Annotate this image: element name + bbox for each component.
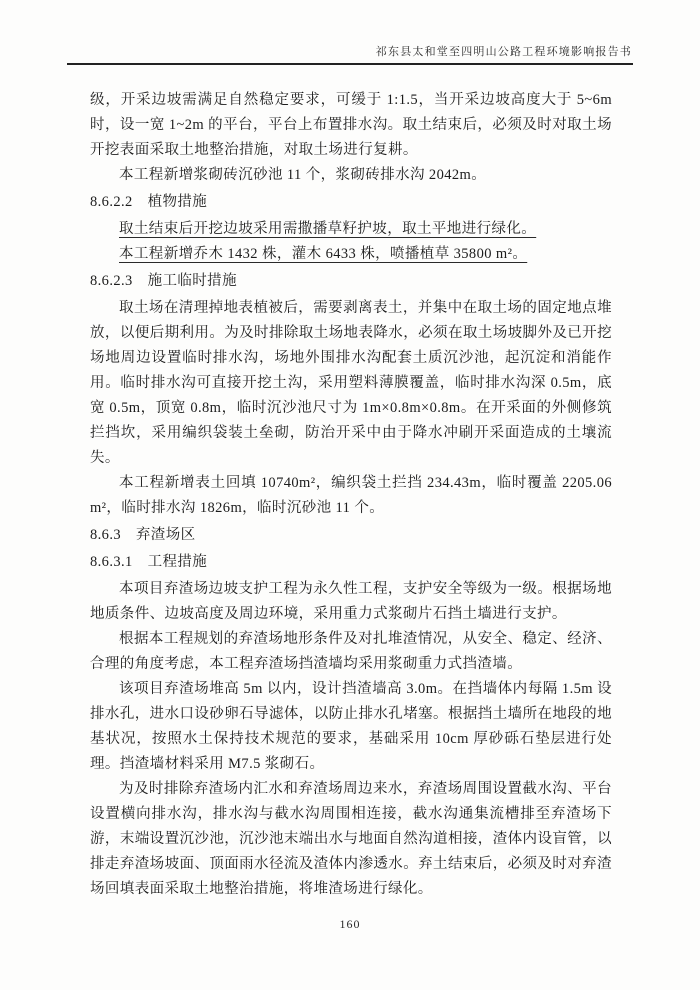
section-heading-8-6-2-2: 8.6.2.2 植物措施 bbox=[90, 194, 208, 210]
section-heading-8-6-3-1: 8.6.3.1 工程措施 bbox=[90, 554, 208, 570]
section-heading-8-6-2-3: 8.6.2.3 施工临时措施 bbox=[90, 273, 237, 289]
paragraph: 本工程新增表土回填 10740m²，编织袋土拦挡 234.43m，临时覆盖 2205.06 m²，临时排水沟 1826m，临时沉砂池 11 个。 bbox=[90, 475, 612, 516]
paragraph: 为及时排除弃渣场内汇水和弃渣场周边来水，弃渣场周围设置截水沟、平台设置横向排水沟，排水沟与截水沟周围相连接，截水沟通集流槽排至弃渣场下游，末端设置沉沙池，沉沙池末端出水与地面自然沟道相接，渣体内设盲管，以排走弃渣场坡面、顶面雨水径流及渣体内渗透水。弃土结束后，必须及时对弃渣场回填表面采取土地整治措施，将堆渣场进行绿化。 bbox=[90, 781, 612, 897]
section-heading-8-6-3: 8.6.3 弃渣场区 bbox=[90, 527, 196, 543]
paragraph: 取土场在清理掉地表植被后，需要剥离表土，并集中在取土场的固定地点堆放，以便后期利用。为及时排除取土场地表降水，必须在取土场坡脚外及已开挖场地周边设置临时排水沟，场地外围排水沟配套土质沉沙池，起沉淀和消能作用。临时排水沟可直接开挖土沟，采用塑料薄膜覆盖，临时排水沟深 0.5m，底宽 0.5m，顶宽 0.8m，临时沉沙池尺寸为 1m×0.8m×0.8m。在开采面的外侧修筑拦挡坎，采用编织袋装土垒砌，防治开采中由于降水冲刷开采面造成的土壤流失。 bbox=[90, 300, 612, 466]
document-body bbox=[90, 88, 612, 902]
underlined-paragraph: 取土结束后开挖边坡采用需撒播草籽护坡，取土平地进行绿化。 bbox=[119, 221, 537, 237]
page-number: 160 bbox=[339, 917, 361, 931]
header-title: 祁东县太和堂至四明山公路工程环境影响报告书 bbox=[375, 46, 632, 58]
page-footer bbox=[0, 917, 700, 932]
paragraph: 根据本工程规划的弃渣场地形条件及对扎堆渣情况，从安全、稳定、经济、合理的角度考虑，本工程弃渣场挡渣墙均采用浆砌重力式挡渣墙。 bbox=[90, 631, 612, 672]
header-rule bbox=[67, 63, 633, 65]
paragraph: 级，开采边坡需满足自然稳定要求，可缓于 1:1.5，当开采边坡高度大于 5~6m 时，设一宽 1~2m 的平台，平台上布置排水沟。取土结束后，必须及时对取土场开挖表面采取土地整治措施，对取土场进行复耕。 bbox=[90, 92, 612, 158]
paragraph: 本工程新增浆砌砖沉砂池 11 个，浆砌砖排水沟 2042m。 bbox=[119, 167, 487, 183]
page-header bbox=[67, 43, 632, 59]
paragraph: 该项目弃渣场堆高 5m 以内，设计挡渣墙高 3.0m。在挡墙体内每隔 1.5m 设排水孔，进水口设砂卵石导滤体，以防止排水孔堵塞。根据挡土墙所在地段的地基状况，按照水土保持技术规范的要求，基础采用 10cm 厚砂砾石垫层进行处理。挡渣墙材料采用 M7.5 浆砌石。 bbox=[90, 681, 612, 772]
paragraph: 本项目弃渣场边坡支护工程为永久性工程，支护安全等级为一级。根据场地地质条件、边坡高度及周边环境，采用重力式浆砌片石挡土墙进行支护。 bbox=[90, 581, 612, 622]
underlined-paragraph: 本工程新增乔木 1432 株，灌木 6433 株，喷播植草 35800 m²。 bbox=[119, 246, 528, 262]
